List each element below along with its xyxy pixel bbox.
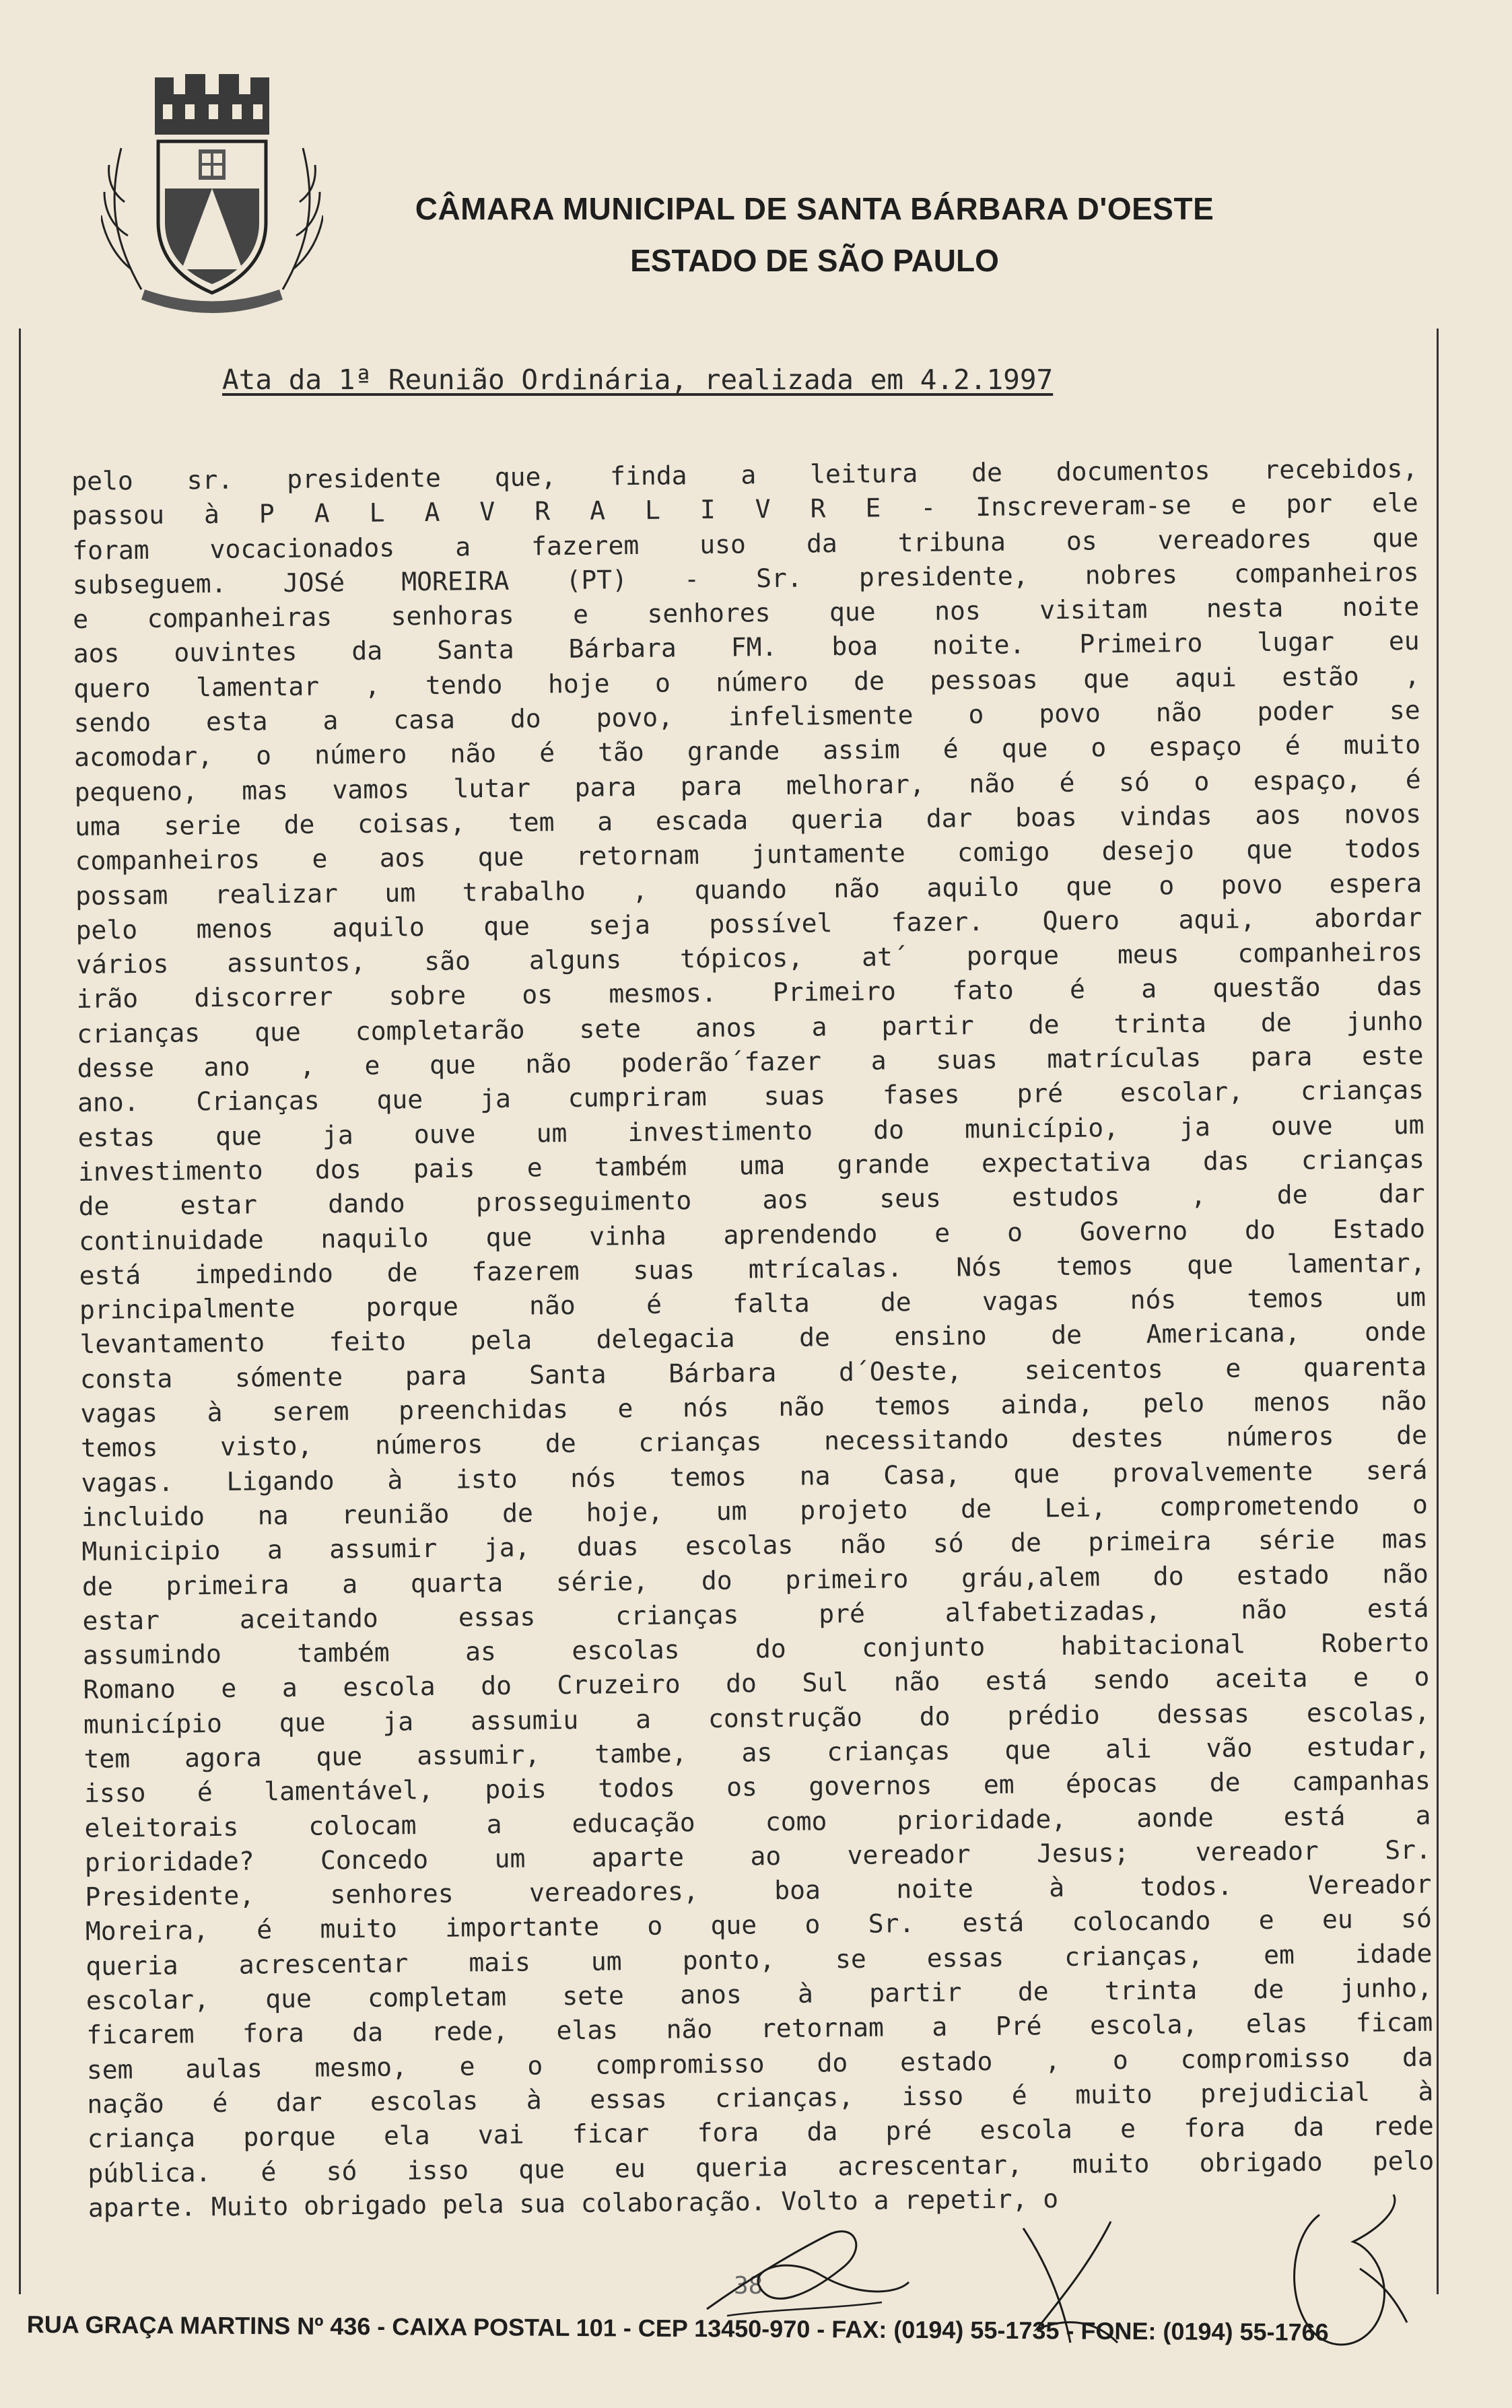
minutes-line: quero lamentar , tendo hoje o número de pessoas que aqui estão ,	[73, 660, 1420, 703]
institution-name: CÂMARA MUNICIPAL DE SANTA BÁRBARA D'OESTE	[415, 191, 1214, 226]
minutes-line: vários assuntos, são alguns tópicos, at´ porque meus companheiros	[75, 936, 1423, 980]
minutes-line: sem aulas mesmo, e o compromisso do estado , o compromisso da	[86, 2042, 1434, 2085]
minutes-line: continuidade naquilo que vinha aprendendo e o Governo do Estado	[78, 1213, 1426, 1256]
minutes-line: principalmente porque não é falta de vagas nós temos um	[79, 1282, 1427, 1326]
minutes-line: irão discorrer sobre os mesmos. Primeiro fato é a questão das	[76, 971, 1423, 1014]
page-number: 38	[734, 2272, 763, 2300]
minutes-line: queria acrescentar mais um ponto, se essas crianças, em idade	[85, 1938, 1433, 1981]
minutes-line: aos ouvintes da Santa Bárbara FM. boa noite. Primeiro lugar eu	[73, 626, 1420, 669]
state-name: ESTADO DE SÃO PAULO	[630, 243, 999, 278]
minutes-line: vagas. Ligando à isto nós temos na Casa, que provalvemente será	[81, 1455, 1428, 1498]
minutes-line: tem agora que assumir, tambe, as crianças que ali vão estudar,	[83, 1731, 1431, 1774]
minutes-line: Presidente, senhores vereadores, boa noite à todos. Vereador	[85, 1869, 1432, 1913]
minutes-line: ficarem fora da rede, elas não retornam a Pré escola, elas ficam	[86, 2007, 1433, 2051]
minutes-line: subseguem. JOSé MOREIRA (PT) - Sr. presidente, nobres companheiros	[72, 557, 1419, 600]
minutes-line: levantamento feito pela delegacia de ensino de Americana, onde	[79, 1317, 1427, 1360]
minutes-body	[71, 452, 1435, 2226]
minutes-line: foram vocacionados a fazerem uso da tribuna os vereadores que	[72, 522, 1419, 565]
minutes-line: assumindo também as escolas do conjunto habitacional Roberto	[82, 1627, 1430, 1671]
minutes-line: e companheiras senhoras e senhores que nos visitam nesta noite	[72, 591, 1420, 635]
minutes-line: isso é lamentável, pois todos os governos em épocas de campanhas	[83, 1765, 1431, 1809]
minutes-line: de primeira a quarta série, do primeiro gráu,alem do estado não	[81, 1558, 1429, 1602]
minutes-line: acomodar, o número não é tão grande assim é que o espaço é muito	[73, 730, 1421, 773]
minutes-line: nação é dar escolas à essas crianças, isso é muito prejudicial à	[87, 2076, 1434, 2119]
minutes-line: aparte. Muito obrigado pela sua colaboração. Volto a repetir, o	[88, 2183, 1059, 2223]
right-margin-rule	[1437, 329, 1439, 2294]
minutes-line: estar aceitando essas crianças pré alfabetizadas, não está	[82, 1593, 1429, 1636]
minutes-line: está impedindo de fazerem suas mtrícalas. Nós temos que lamentar,	[79, 1247, 1426, 1291]
minutes-line: Romano e a escola do Cruzeiro do Sul não está sendo aceita e o	[83, 1662, 1430, 1705]
minutes-line: prioridade? Concedo um aparte ao vereador Jesus; vereador Sr.	[84, 1834, 1432, 1878]
minutes-line: Municipio a assumir ja, duas escolas não só de primeira série mas	[81, 1523, 1429, 1567]
footer-address: RUA GRAÇA MARTINS Nº 436 - CAIXA POSTAL 101 - CEP 13450-970 - FAX: (0194) 55-1735 - FONE: (0194) 55-1766	[26, 2310, 1329, 2346]
minutes-line: vagas à serem preenchidas e nós não temos ainda, pelo menos não	[80, 1385, 1427, 1429]
minutes-line: escolar, que completam sete anos à partir de trinta de junho,	[85, 1972, 1433, 2016]
minutes-line: companheiros e aos que retornam juntamente comigo desejo que todos	[75, 833, 1422, 876]
minutes-line: passou à P A L A V R A L I V R E - Inscreveram-se e por ele	[71, 488, 1418, 531]
left-margin-rule	[19, 329, 21, 2294]
municipal-crest-icon	[101, 67, 323, 316]
minutes-line: sendo esta a casa do povo, infelismente o povo não poder se	[73, 695, 1420, 738]
minutes-line: incluido na reunião de hoje, um projeto de Lei, comprometendo o	[81, 1489, 1429, 1532]
minutes-line: eleitorais colocam a educação como prioridade, aonde está a	[84, 1800, 1431, 1843]
minutes-line: pequeno, mas vamos lutar para para melhorar, não é só o espaço, é	[74, 764, 1421, 807]
minutes-line: estas que ja ouve um investimento do município, ja ouve um	[77, 1109, 1424, 1153]
minutes-line: temos visto, números de crianças necessitando destes números de	[80, 1420, 1428, 1464]
minutes-line: pública. é só isso que eu queria acrescentar, muito obrigado pelo	[88, 2145, 1435, 2189]
minutes-line: uma serie de coisas, tem a escada queria dar boas vindas aos novos	[74, 798, 1422, 841]
minutes-line: investimento dos pais e também uma grande expectativa das crianças	[77, 1144, 1425, 1187]
minutes-line: pelo sr. presidente que, finda a leitura de documentos recebidos,	[71, 453, 1418, 496]
minutes-line: de estar dando prosseguimento aos seus estudos , de dar	[78, 1178, 1425, 1222]
minutes-line: criança porque ela vai ficar fora da pré escola e fora da rede	[87, 2110, 1434, 2154]
minutes-title: Ata da 1ª Reunião Ordinária, realizada em 4.2.1997	[222, 364, 1054, 396]
minutes-line: Moreira, é muito importante o que o Sr. está colocando e eu só	[85, 1904, 1433, 1947]
minutes-line: possam realizar um trabalho , quando não aquilo que o povo espera	[75, 868, 1422, 911]
minutes-line: ano. Crianças que ja cumpriram suas fases pré escolar, crianças	[77, 1075, 1424, 1118]
minutes-line: município que ja assumiu a construção do prédio dessas escolas,	[83, 1696, 1431, 1740]
minutes-line: crianças que completarão sete anos a partir de trinta de junho	[76, 1006, 1424, 1049]
minutes-line: pelo menos aquilo que seja possível fazer. Quero aqui, abordar	[75, 902, 1422, 945]
minutes-line: desse ano , e que não poderão´fazer a suas matrículas para este	[77, 1040, 1424, 1084]
minutes-line: consta sómente para Santa Bárbara d´Oeste, seicentos e quarenta	[79, 1351, 1427, 1394]
